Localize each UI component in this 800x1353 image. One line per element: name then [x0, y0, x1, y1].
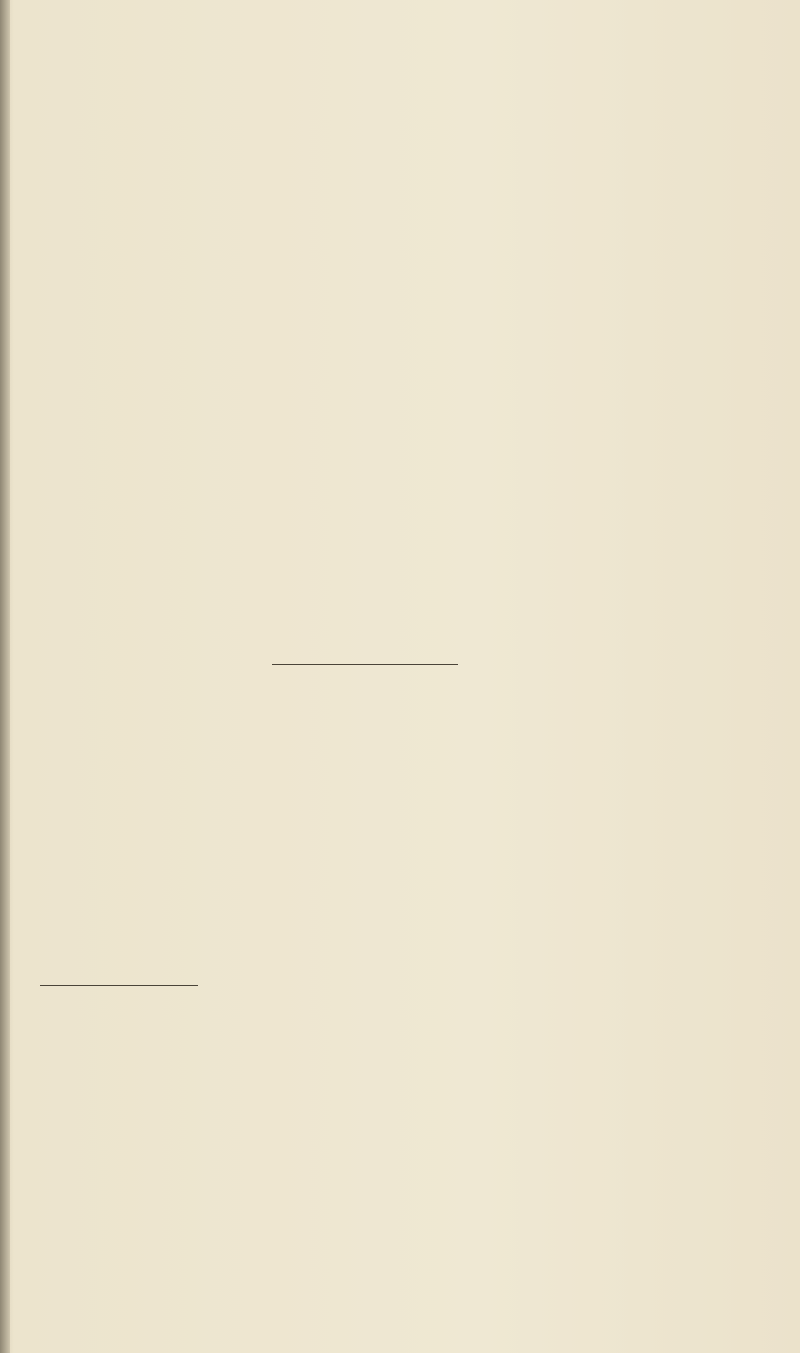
- section-divider: [272, 664, 458, 665]
- page-spine-edge: [0, 0, 10, 1353]
- footnote-rule: [40, 985, 198, 986]
